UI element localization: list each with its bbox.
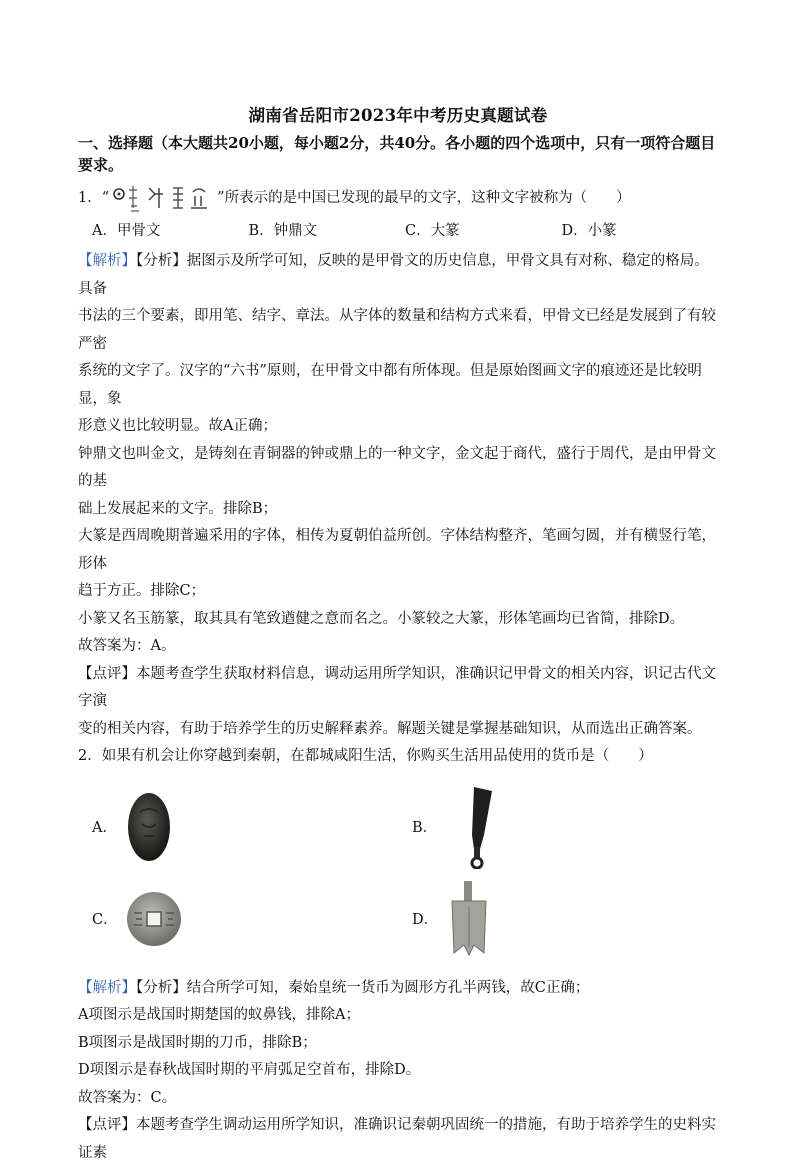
q1-analysis-line-6: 础上发展起来的文字。排除B； (78, 500, 278, 517)
q1-analysis-line-8: 趋于方正。排除C； (78, 583, 206, 599)
spade-coin-image (444, 879, 494, 959)
q1-number: 1． (78, 190, 102, 206)
q1-option-b: B．钟鼎文 (248, 223, 318, 239)
q2-comment-line-1: 【点评】本题考查学生调动运用所学知识，准确识记秦朝巩固统一的措施，有助于培养学生的史料实证素 (78, 1117, 716, 1161)
q1-comment-line-2: 变的相关内容，有助于培养学生的历史解释素养。解题关键是掌握基础知识，从而选出正确答案。 (78, 720, 702, 737)
q2-options-row-2 (78, 873, 718, 965)
exam-page (78, 102, 718, 1167)
q1-analysis-line-3: 系统的文字了。汉字的“六书”原则，在甲骨文中都有所体现。但是原始图画文字的痕迹还是比较明显，象 (78, 363, 702, 407)
q1-analysis-line-1: 【解析】【分析】据图示及所学可知，反映的是甲骨文的历史信息，甲骨文具有对称、稳定的格局。具备 (78, 253, 709, 297)
q1-option-c: C．大篆 (405, 223, 460, 239)
knife-coin-image (444, 785, 504, 869)
q1-analysis-line-4: 形意义也比较明显。故A正确； (78, 418, 277, 434)
q1-analysis-line-2: 书法的三个要素，即用笔、结字、章法。从字体的数量和结构方式来看，甲骨文已经是发展到了有较严密 (78, 308, 716, 352)
q1-comment-line-1: 【点评】本题考查学生获取材料信息，调动运用所学知识，准确识记甲骨文的相关内容，识记古代文字演 (78, 665, 716, 709)
q1-open-quote: “ (101, 190, 110, 206)
q2-analysis-line-2: A项图示是战国时期楚国的蚁鼻钱，排除A； (78, 1007, 360, 1023)
ant-nose-coin-image (124, 790, 174, 864)
q2-option-b: B． (398, 785, 718, 869)
q1-analysis-line-7: 大篆是西周晚期普遍采用的字体，相传为夏朝伯益所创。字体结构整齐，笔画匀圆，并有横竖行笔，形体 (78, 528, 716, 572)
q2-option-d: D． (398, 879, 718, 959)
q1-option-a: A．甲骨文 (92, 223, 161, 239)
banliang-coin-image (124, 889, 184, 949)
q1-option-d: D．小篆 (561, 223, 617, 239)
q1-stem (78, 182, 718, 214)
q1-options (78, 216, 718, 246)
section-heading: 一、选择题（本大题共20小题，每小题2分，共40分。各小题的四个选项中，只有一项符合题目要求。 (78, 134, 716, 174)
q2-analysis-line-3: B项图示是战国时期的刀币，排除B； (78, 1034, 317, 1051)
q2-analysis-line-1: 【解析】【分析】结合所学可知，秦始皇统一货币为圆形方孔半两钱，故C正确； (78, 979, 590, 996)
q2-option-a: A． (78, 790, 398, 864)
q1-analysis-line-9: 小篆又名玉筋篆，取其具有笔致遒健之意而名之。小篆较之大篆，形体笔画均已省简，排除D。 (78, 610, 685, 627)
q2-stem: 2．如果有机会让你穿越到秦朝，在都城咸阳生活，你购买生活用品使用的货币是（ ） (78, 748, 653, 764)
q1-answer: 故答案为：A。 (78, 638, 176, 654)
q2-analysis-line-4: D项图示是春秋战国时期的平肩弧足空首布，排除D。 (78, 1062, 421, 1078)
q2-answer: 故答案为：C。 (78, 1089, 177, 1106)
q1-analysis-line-5: 钟鼎文也叫金文，是铸刻在青铜器的钟或鼎上的一种文字，金文起于商代，盛行于周代，是由甲骨文的基 (78, 445, 716, 489)
q2-option-c: C． (78, 889, 398, 949)
oracle-bone-glyphs-image (111, 182, 215, 214)
analysis-tag: 【解析】 (78, 253, 136, 269)
analysis-tag: 【解析】 (78, 979, 136, 996)
q2-options-row-1 (78, 781, 718, 873)
q1-stem-text: ”所表示的是中国已发现的最早的文字，这种文字被称为（ ） (217, 190, 631, 206)
page-title: 湖南省岳阳市2023年中考历史真题试卷 (248, 106, 548, 125)
